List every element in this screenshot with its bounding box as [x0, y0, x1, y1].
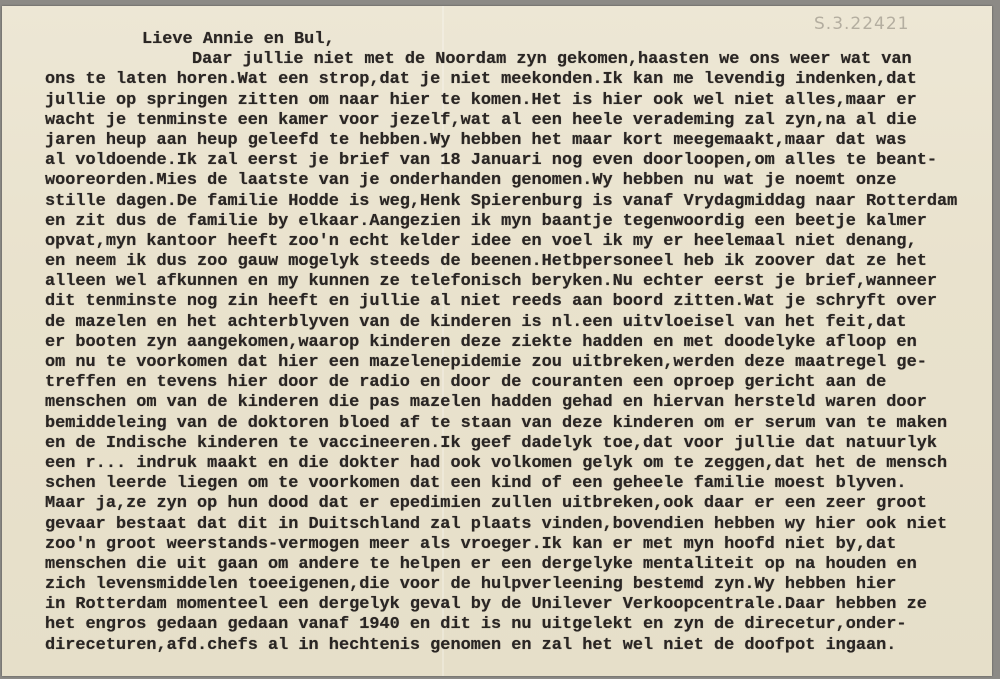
letter-line: Maar ja,ze zyn op hun dood dat er epedimien zullen uitbreken,ook daar er een zeer groot	[45, 494, 927, 514]
letter-line: menschen om van de kinderen die pas mazelen hadden gehad en hiervan hersteld waren door	[45, 393, 927, 413]
letter-line: alleen wel afkunnen en my kunnen ze telefonisch beryken.Nu echter eerst je brief,wanneer	[45, 272, 937, 292]
letter-line: en de Indische kinderen te vaccineeren.Ik geef dadelyk toe,dat voor jullie dat natuurlyk	[45, 433, 937, 453]
letter-line: direceturen,afd.chefs al in hechtenis genomen en zal het wel niet de doofpot ingaan.	[45, 635, 897, 655]
letter-line: er booten zyn aangekomen,waarop kinderen deze ziekte hadden en met doodelyke afloop en	[45, 332, 917, 352]
letter-line: opvat,myn kantoor heeft zoo'n echt kelder idee en voel ik my er heelemaal niet denang,	[45, 231, 917, 251]
letter-line: al voldoende.Ik zal eerst je brief van 18 Januari nog even doorloopen,om alles te beant-	[45, 151, 937, 171]
letter-body	[45, 30, 957, 656]
letter-line: bemiddeleing van de doktoren bloed af te staan van deze kinderen om er serum van te maken	[45, 413, 948, 433]
letter-line: wacht je tenminste een kamer voor jezelf,wat al een heele verademing zal zyn,na al die	[45, 110, 917, 130]
letter-line: dit tenminste nog zin heeft en jullie al niet reeds aan boord zitten.Wat je schryft over	[45, 292, 937, 312]
letter-line: en neem ik dus zoo gauw mogelyk steeds de beenen.Hetbpersoneel heb ik zoover dat ze het	[45, 252, 927, 272]
letter-line: schen leerde liegen om te voorkomen dat een kind of een geheele familie moest blyven.	[45, 474, 907, 494]
archive-number: S.3.22421	[814, 14, 910, 34]
letter-line: zoo'n groot weerstands-vermogen meer als vroeger.Ik kan er met myn hoofd niet by,dat	[45, 534, 897, 554]
letter-line: de mazelen en het achterblyven van de kinderen is nl.een uitvloeisel van het feit,dat	[45, 312, 907, 332]
letter-line: Daar jullie niet met de Noordam zyn gekomen,haasten we ons weer wat van	[192, 50, 912, 70]
letter-line: een r... indruk maakt en die dokter had ook volkomen gelyk om te zeggen,dat het de mensch	[45, 453, 948, 473]
letter-line: jullie op springen zitten om naar hier te komen.Het is hier ook wel niet alles,maar er	[45, 90, 917, 110]
salutation: Lieve Annie en Bul,	[142, 30, 335, 49]
letter-line: gevaar bestaat dat dit in Duitschland zal plaats vinden,bovendien hebben wy hier ook niet	[45, 514, 948, 534]
letter-line: zich levensmiddelen toeeigenen,die voor de hulpverleening bestemd zyn.Wy hebben hier	[45, 575, 897, 595]
letter-line: jaren heup aan heup geleefd te hebben.Wy hebben het maar kort meegemaakt,maar dat was	[45, 130, 907, 150]
letter-line: in Rotterdam momenteel een dergelyk geval by de Unilever Verkoopcentrale.Daar hebben ze	[45, 595, 927, 615]
letter-page	[2, 6, 992, 676]
letter-line: treffen en tevens hier door de radio en door de couranten een oproep gericht aan de	[45, 373, 887, 393]
letter-line: wooreorden.Mies de laatste van je onderhanden genomen.Wy hebben nu wat je noemt onze	[45, 171, 897, 191]
letter-line: om nu te voorkomen dat hier een mazelenepidemie zou uitbreken,werden deze maatregel ge-	[45, 353, 927, 372]
letter-line: menschen die uit gaan om andere te helpen er een dergelyke mentaliteit op na houden en	[45, 554, 917, 574]
letter-line: en zit dus de familie by elkaar.Aangezien ik myn baantje tegenwoordig een beetje kalmer	[45, 211, 927, 231]
letter-line: het engros gedaan gedaan vanaf 1940 en dit is nu uitgelekt en zyn de direcetur,onder-	[45, 615, 907, 635]
letter-line: stille dagen.De familie Hodde is weg,Henk Spierenburg is vanaf Vrydagmiddag naar Rotterdam	[45, 191, 958, 211]
letter-line: ons te laten horen.Wat een strop,dat je niet meekonden.Ik kan me levendig indenken,dat	[45, 70, 917, 90]
